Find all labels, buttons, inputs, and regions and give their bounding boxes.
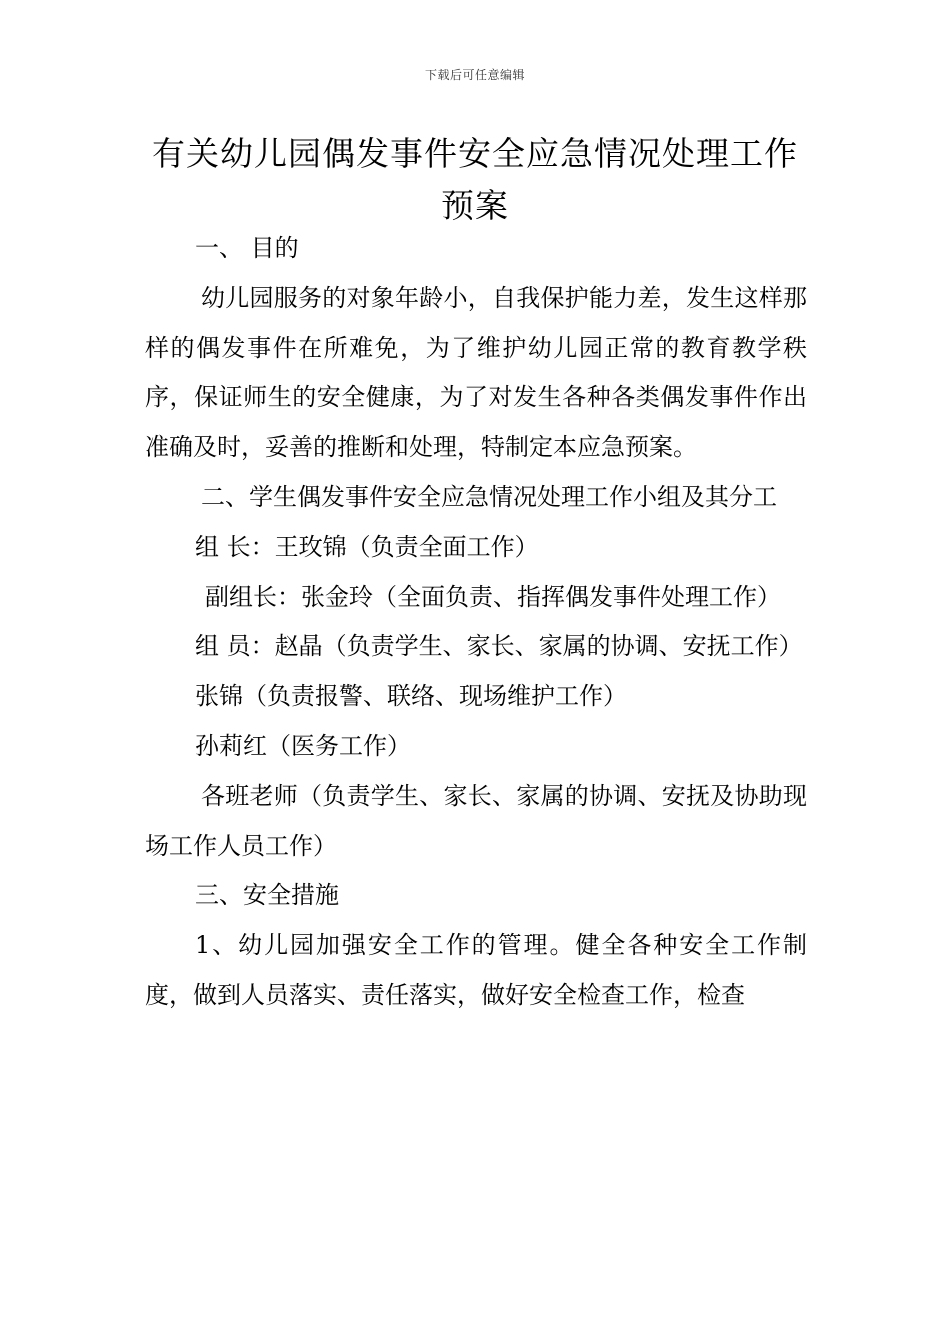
section-heading-safety: 三、安全措施 — [195, 881, 339, 910]
header-note: 下载后可任意编辑 — [424, 68, 525, 82]
team-class-teachers: 各班老师（负责学生、家长、家属的协调、安抚及协助现场工作人员工作） — [145, 781, 807, 860]
team-leader: 组 长：王玫锦（负责全面工作） — [195, 532, 539, 561]
team-member-zhang: 张锦（负责报警、联络、现场维护工作） — [195, 682, 627, 711]
paragraph-purpose: 幼儿园服务的对象年龄小，自我保护能力差，发生这样那样的偶发事件在所难免，为了维护幼儿园正常的教育教学秩序，保证师生的安全健康，为了对发生各种各类偶发事件作出准确及时，妥善的推断和处理，特制定本应急预案。 — [145, 283, 807, 462]
team-member-sun: 孙莉红（医务工作） — [195, 731, 411, 760]
team-deputy-leader: 副组长：张金玲（全面负责、指挥偶发事件处理工作） — [205, 582, 781, 611]
section-heading-purpose: 一、 目的 — [195, 234, 299, 262]
section-heading-team: 二、学生偶发事件安全应急情况处理工作小组及其分工 — [201, 482, 777, 511]
document-title: 有关幼儿园偶发事件安全应急情况处理工作预案 — [152, 134, 798, 225]
team-member-zhao: 组 员：赵晶（负责学生、家长、家属的协调、安抚工作） — [195, 632, 803, 661]
document-body — [145, 224, 807, 1021]
paragraph-safety-1: 1、幼儿园加强安全工作的管理。健全各种安全工作制度，做到人员落实、责任落实，做好安全检查工作，检查 — [145, 931, 807, 1009]
